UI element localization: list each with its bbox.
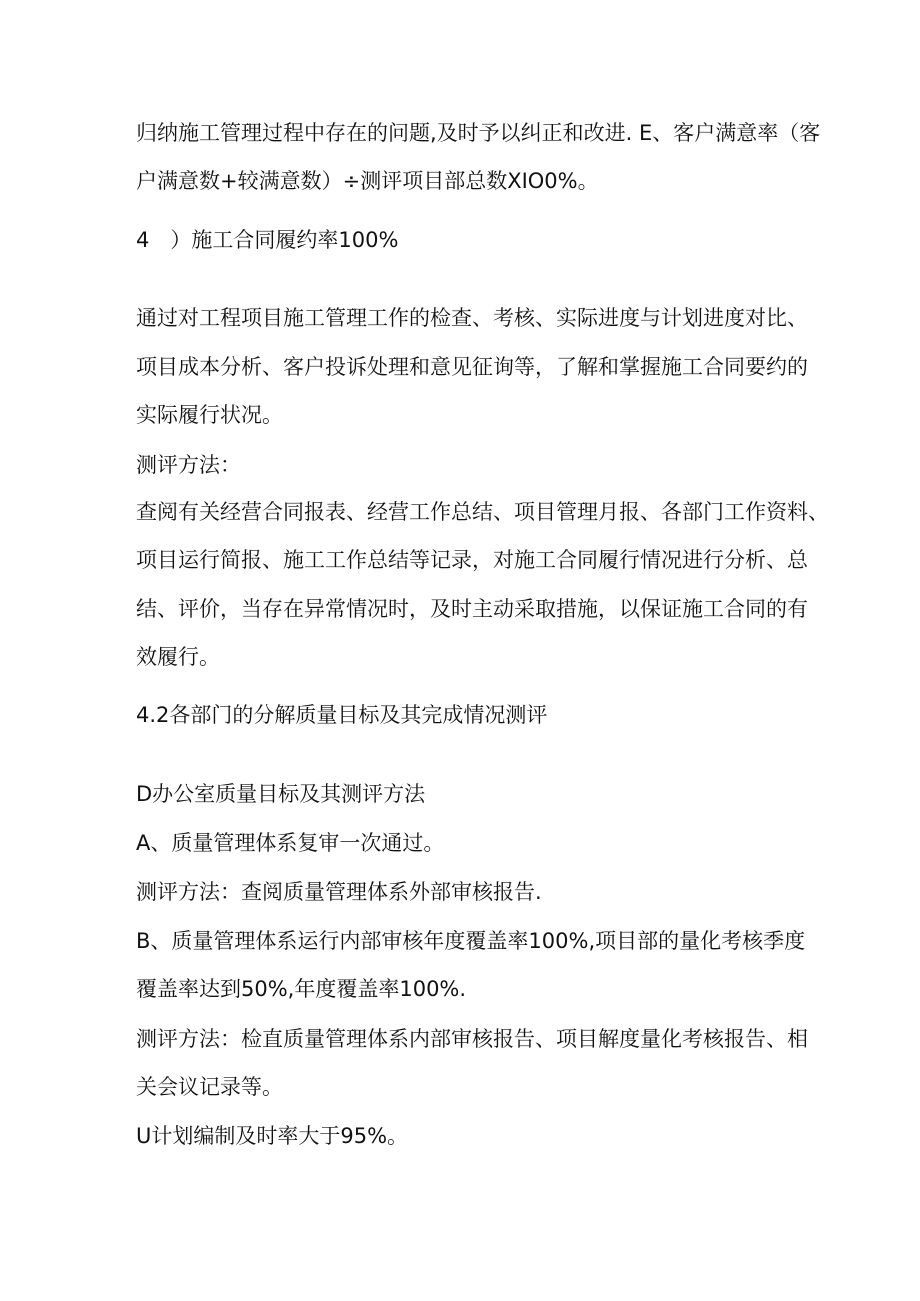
paragraph-line: 归纳施工管理过程中存在的问题,及时予以纠正和改进. E、客户满意率（客 bbox=[136, 121, 821, 145]
paragraph-line: 项目成本分析、客户投诉处理和意见征询等，了解和掌握施工合同要约的 bbox=[136, 355, 808, 379]
paragraph-label: 测评方法： bbox=[136, 453, 241, 477]
paragraph-line: 测评方法：查阅质量管理体系外部审核报告. bbox=[136, 880, 542, 904]
paragraph-line: 实际履行状况。 bbox=[136, 403, 283, 427]
paragraph-line: 结、评价，当存在异常情况时，及时主动采取措施，以保证施工合同的有 bbox=[136, 597, 808, 621]
paragraph-line: 查阅有关经营合同报表、经营工作总结、项目管理月报、各部门工作资料、 bbox=[136, 500, 829, 524]
section-heading: 4 ）施工合同履约率100% bbox=[136, 228, 399, 252]
paragraph-line: 测评方法：检直质量管理体系内部审核报告、项目解度量化考核报告、相 bbox=[136, 1027, 808, 1051]
subsection-heading: D办公室质量目标及其测评方法 bbox=[136, 782, 426, 806]
list-item: A、质量管理体系复审一次通过。 bbox=[136, 831, 445, 855]
section-heading: 4.2各部门的分解质量目标及其完成情况测评 bbox=[136, 703, 548, 727]
paragraph-line: 通过对工程项目施工管理工作的检查、考核、实际进度与计划进度对比、 bbox=[136, 306, 808, 330]
paragraph-line: 关会议记录等。 bbox=[136, 1075, 283, 1099]
list-item: U计划编制及时率大于95%。 bbox=[136, 1124, 409, 1148]
paragraph-line: 项目运行简报、施工工作总结等记录，对施工合同履行情况进行分析、总 bbox=[136, 548, 808, 572]
paragraph-line: 覆盖率达到50%,年度覆盖率100%. bbox=[136, 977, 467, 1001]
paragraph-line: 效履行。 bbox=[136, 645, 220, 669]
paragraph-line: 户满意数+较满意数）÷测评项目部总数XIO0%。 bbox=[136, 169, 599, 193]
list-item: B、质量管理体系运行内部审核年度覆盖率100%,项目部的量化考核季度 bbox=[136, 929, 806, 953]
